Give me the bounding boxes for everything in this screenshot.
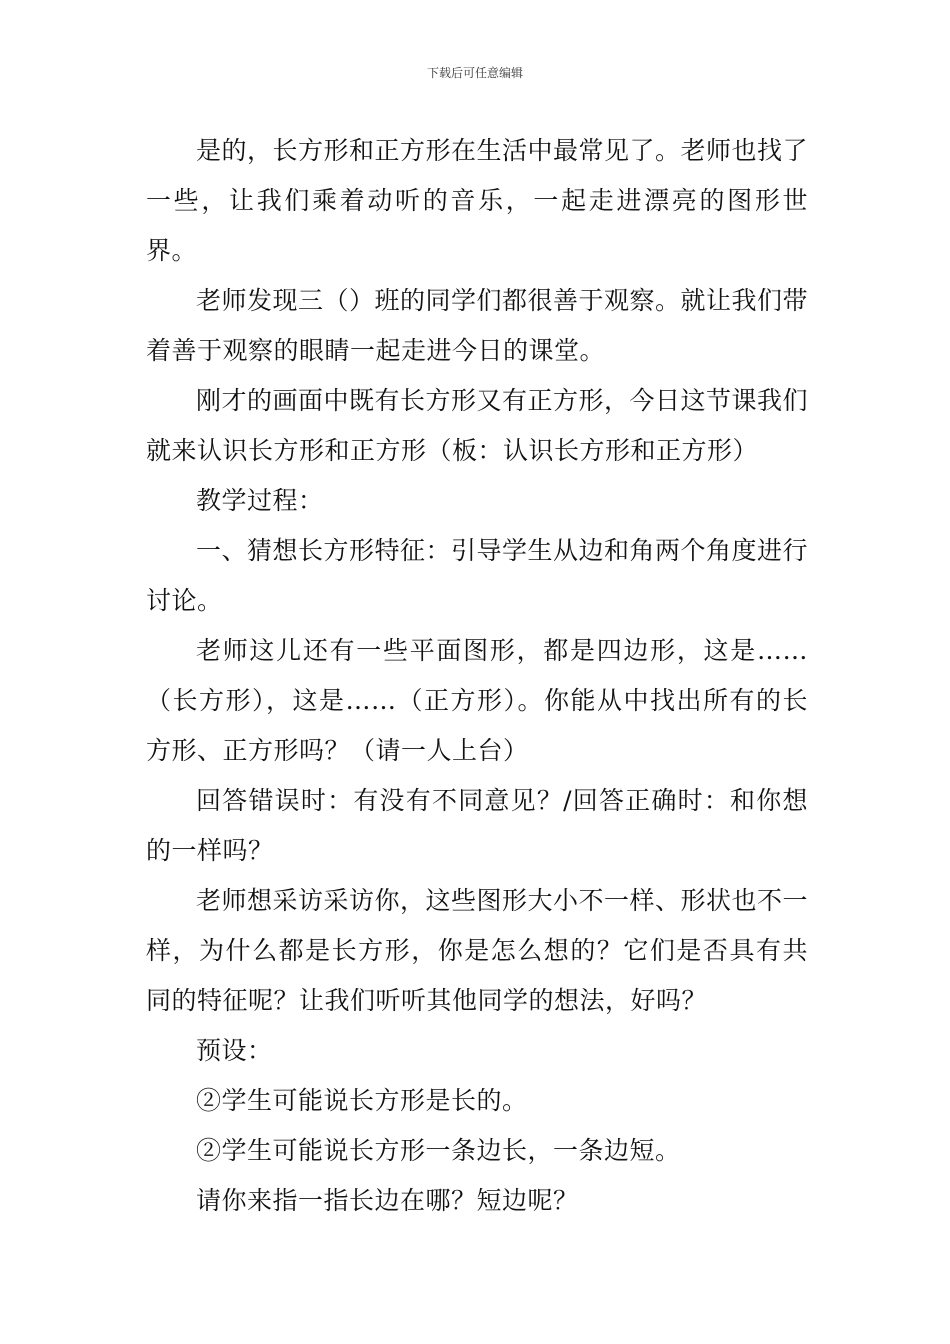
- paragraph-2: 老师发现三（）班的同学们都很善于观察。就让我们带着善于观察的眼睛一起走进今日的课堂。: [146, 286, 809, 365]
- paragraph-6: 老师这儿还有一些平面图形，都是四边形，这是……（长方形），这是……（正方形）。你能从中找出所有的长方形、正方形吗？（请一人上台）: [146, 636, 808, 765]
- paragraph-8: 老师想采访采访你，这些图形大小不一样、形状也不一样，为什么都是长方形，你是怎么想的？它们是否具有共同的特征呢？让我们听听其他同学的想法，好吗？: [146, 886, 809, 1015]
- paragraph-10: ②学生可能说长方形是长的。: [196, 1086, 528, 1115]
- page-header: 下载后可任意编辑: [426, 66, 523, 80]
- paragraph-1: 是的，长方形和正方形在生活中最常见了。老师也找了一些，让我们乘着动听的音乐，一起走进漂亮的图形世界。: [146, 136, 809, 265]
- paragraph-11: ②学生可能说长方形一条边长，一条边短。: [196, 1136, 681, 1165]
- paragraph-5: 一、猜想长方形特征：引导学生从边和角两个角度进行讨论。: [146, 536, 809, 615]
- paragraph-3: 刚才的画面中既有长方形又有正方形，今日这节课我们就来认识长方形和正方形（板：认识长方形和正方形）: [146, 386, 809, 465]
- document-body: [146, 126, 808, 1226]
- paragraph-7: 回答错误时：有没有不同意见？/回答正确时：和你想的一样吗？: [146, 786, 808, 865]
- paragraph-12: 请你来指一指长边在哪？短边呢？: [196, 1186, 579, 1215]
- paragraph-9: 预设：: [196, 1036, 273, 1065]
- paragraph-4: 教学过程：: [196, 486, 324, 515]
